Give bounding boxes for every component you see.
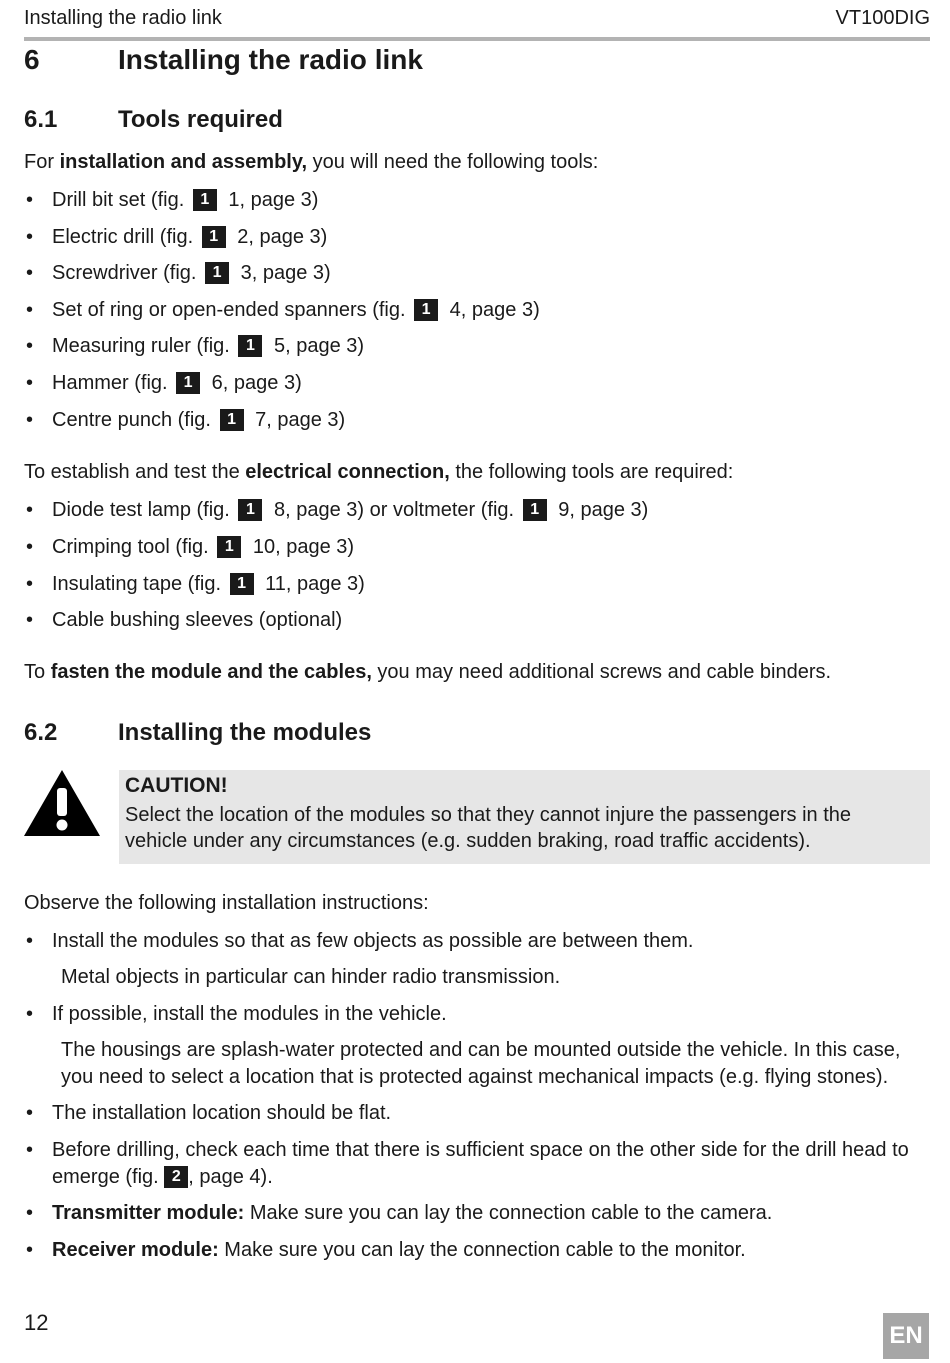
header-model: VT100DIG — [835, 7, 930, 29]
list-item — [24, 1100, 930, 1127]
item-ref: 7, page 3) — [249, 408, 346, 431]
list-item — [24, 1200, 930, 1227]
item-text: Cable bushing sleeves (optional) — [52, 609, 343, 632]
tools-list — [24, 187, 540, 443]
item-text: Crimping tool (fig. — [52, 535, 215, 558]
tools-intro — [24, 151, 598, 174]
item-note: Metal objects in particular can hinder radio transmission. — [61, 966, 561, 988]
section-number: 6 — [24, 44, 40, 75]
figure-badge: 1 — [205, 262, 229, 284]
item-text: Screwdriver (fig. — [52, 262, 203, 285]
electrical-post: the following tools are required: — [449, 461, 734, 483]
electrical-intro — [24, 461, 733, 484]
caution-title: CAUTION! — [125, 774, 228, 797]
figure-badge: 1 — [230, 573, 254, 595]
intro-post: you will need the following tools: — [307, 151, 599, 173]
item-text: Centre punch (fig. — [52, 408, 217, 431]
item-ref: , page 4). — [188, 1165, 273, 1188]
list-item — [24, 497, 648, 534]
item-text-mid: 8, page 3) or voltmeter (fig. — [268, 499, 520, 521]
electrical-tools-list — [24, 497, 648, 644]
fasten-post: you may need additional screws and cable binders. — [371, 661, 832, 683]
figure-badge: 1 — [238, 335, 262, 357]
figure-badge: 1 — [523, 499, 547, 521]
section-heading — [24, 44, 423, 76]
intro-bold: installation and assembly, — [59, 151, 308, 173]
language-tab: EN — [883, 1313, 929, 1359]
figure-badge: 1 — [202, 226, 226, 248]
item-text: If possible, install the modules in the vehicle. — [52, 1002, 447, 1025]
item-text: Measuring ruler (fig. — [52, 335, 236, 358]
subsection-heading-modules — [24, 719, 371, 747]
fasten-pre: To — [24, 661, 51, 683]
running-header — [24, 7, 930, 33]
item-ref: 4, page 3) — [444, 298, 540, 321]
list-item — [24, 1137, 930, 1191]
figure-badge: 1 — [176, 372, 200, 394]
list-item — [24, 187, 540, 224]
figure-badge: 1 — [238, 499, 262, 521]
instructions-list — [24, 928, 930, 1274]
item-text: Hammer (fig. — [52, 371, 174, 394]
subsection-heading-tools — [24, 106, 283, 134]
electrical-bold: electrical connection, — [245, 461, 450, 483]
intro-pre: For — [24, 151, 60, 173]
page-number: 12 — [24, 1310, 49, 1335]
item-ref: 2, page 3) — [231, 225, 328, 248]
list-item — [24, 297, 540, 334]
item-text: Electric drill (fig. — [52, 225, 199, 248]
figure-badge: 1 — [220, 409, 244, 431]
figure-badge: 1 — [414, 299, 438, 321]
item-text: Insulating tape (fig. — [52, 572, 227, 595]
instructions-intro: Observe the following installation instructions: — [24, 892, 429, 914]
item-text: Make sure you can lay the connection cable to the monitor. — [218, 1238, 746, 1261]
warning-triangle-icon — [24, 770, 100, 838]
caution-block — [24, 770, 930, 864]
item-label: Transmitter module: — [52, 1202, 245, 1225]
subsection-title: Tools required — [118, 106, 283, 133]
subsection-number: 6.2 — [24, 719, 58, 746]
figure-badge: 1 — [193, 189, 217, 211]
fasten-bold: fasten the module and the cables, — [50, 661, 372, 683]
subsection-title: Installing the modules — [118, 719, 372, 746]
item-text: Install the modules so that as few objects as possible are between them. — [52, 930, 694, 952]
list-item — [24, 370, 540, 407]
item-text: Drill bit set (fig. — [52, 189, 190, 211]
item-ref: 10, page 3) — [247, 535, 355, 558]
list-item — [24, 260, 540, 297]
item-text: Make sure you can lay the connection cable to the camera. — [244, 1202, 773, 1225]
header-chapter: Installing the radio link — [24, 7, 222, 29]
item-ref: 3, page 3) — [235, 262, 331, 285]
item-ref: 1, page 3) — [222, 189, 319, 211]
list-item — [24, 607, 648, 644]
page — [24, 0, 930, 1363]
item-ref: 5, page 3) — [268, 335, 365, 358]
subsection-number: 6.1 — [24, 106, 58, 133]
list-item — [24, 534, 648, 571]
item-text: Set of ring or open-ended spanners (fig. — [52, 298, 412, 321]
list-item — [24, 571, 648, 608]
list-item — [24, 333, 540, 370]
item-ref: 9, page 3) — [552, 499, 649, 521]
figure-badge: 1 — [217, 536, 241, 558]
item-text: Diode test lamp (fig. — [52, 499, 236, 521]
item-text: The installation location should be flat. — [52, 1102, 392, 1125]
item-text: Before drilling, check each time that there is sufficient space on the other side for the drill head to emerge (fig. — [52, 1138, 909, 1188]
caution-text: Select the location of the modules so that they cannot injure the passengers in the vehicle under any circumstances (e.g. sudden braking, road traffic accidents). — [125, 804, 852, 852]
section-title: Installing the radio link — [118, 44, 423, 75]
figure-badge: 2 — [164, 1166, 188, 1188]
fasten-note — [24, 661, 831, 684]
item-label: Receiver module: — [52, 1238, 219, 1261]
item-note: The housings are splash-water protected and can be mounted outside the vehicle. In this case, you need to select a location that is protected against mechanical impacts (e.g. flying stones). — [61, 1038, 901, 1088]
list-item — [24, 928, 930, 991]
electrical-pre: To establish and test the — [24, 461, 246, 483]
caution-box — [119, 770, 930, 864]
list-item — [24, 224, 540, 261]
item-ref: 11, page 3) — [259, 572, 365, 595]
list-item — [24, 1001, 930, 1091]
header-rule — [24, 37, 930, 41]
list-item — [24, 1237, 930, 1264]
item-ref: 6, page 3) — [206, 371, 302, 394]
list-item — [24, 407, 540, 444]
